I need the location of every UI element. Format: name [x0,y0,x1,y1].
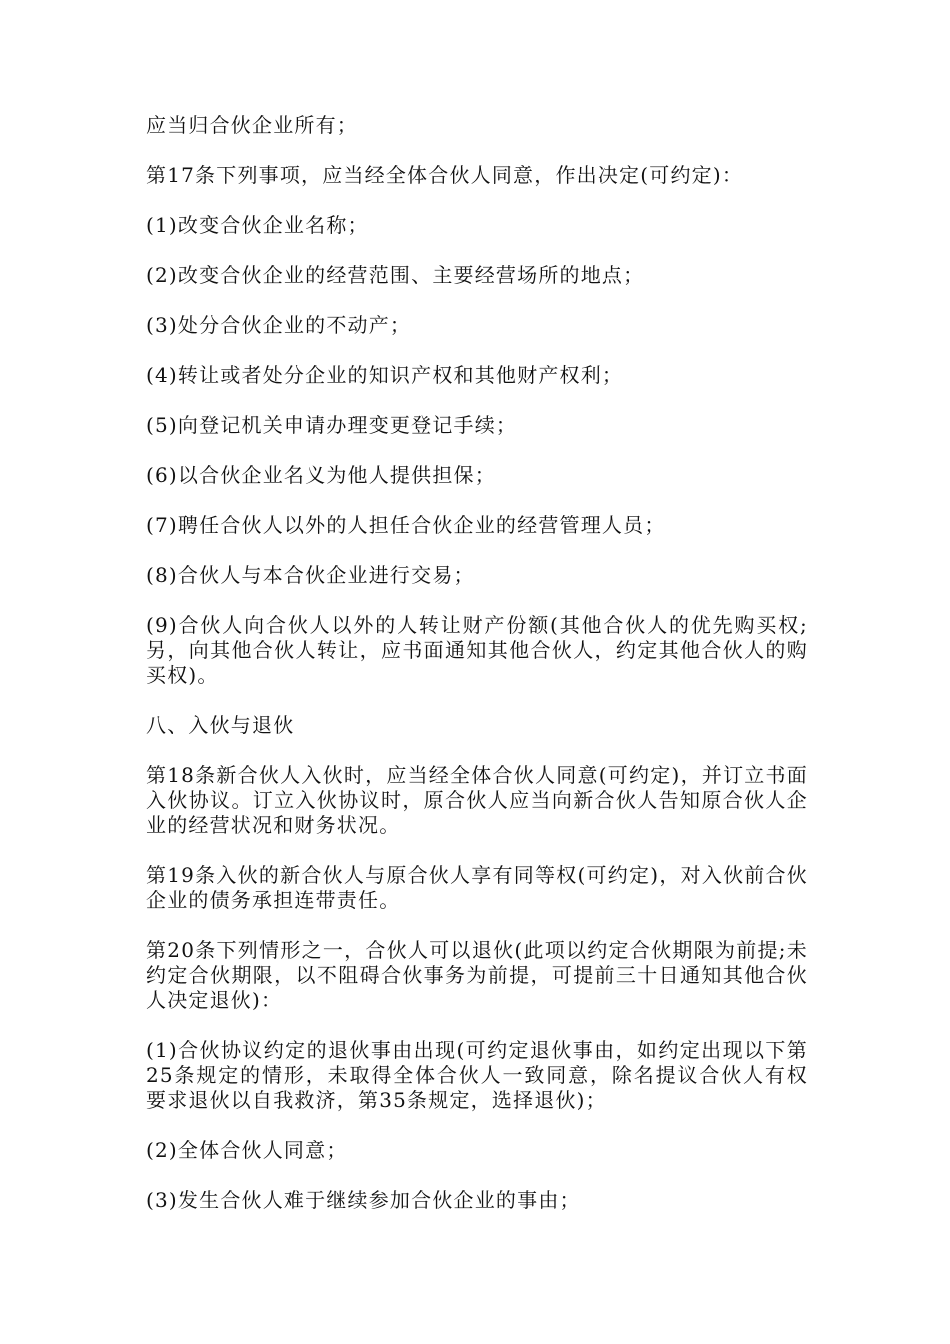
list-item-1: (1)改变合伙企业名称； [146,213,369,237]
paragraph-article-18: 第18条新合伙人入伙时，应当经全体合伙人同意(可约定)，并订立书面入伙协议。订立入伙协议时，原合伙人应当向新合伙人告知原合伙人企业的经营状况和财务状况。 [146,763,808,837]
section-heading: 八、入伙与退伙 [146,713,295,737]
withdrawal-item-1: (1)合伙协议约定的退伙事由出现(可约定退伙事由，如约定出现以下第25条规定的情形，未取得全体合伙人一致同意，除名提议合伙人有权要求退伙以自我救济，第35条规定，选择退伙)； [146,1038,808,1112]
paragraph-article-17: 第17条下列事项，应当经全体合伙人同意，作出决定(可约定)： [146,163,744,187]
withdrawal-item-3: (3)发生合伙人难于继续参加合伙企业的事由； [146,1188,581,1212]
withdrawal-item-2: (2)全体合伙人同意； [146,1138,348,1162]
paragraph-article-19: 第19条入伙的新合伙人与原合伙人享有同等权(可约定)，对入伙前合伙企业的债务承担连带责任。 [146,863,808,912]
list-item-6: (6)以合伙企业名义为他人提供担保； [146,463,496,487]
list-item-2: (2)改变合伙企业的经营范围、主要经营场所的地点； [146,263,645,287]
paragraph-1: 应当归合伙企业所有； [146,113,358,137]
list-item-7: (7)聘任合伙人以外的人担任合伙企业的经营管理人员； [146,513,666,537]
list-item-3: (3)处分合伙企业的不动产； [146,313,412,337]
list-item-4: (4)转让或者处分企业的知识产权和其他财产权利； [146,363,624,387]
document-body [146,113,808,1238]
list-item-5: (5)向登记机关申请办理变更登记手续； [146,413,518,437]
paragraph-article-20: 第20条下列情形之一，合伙人可以退伙(此项以约定合伙期限为前提;未约定合伙期限，以不阻碍合伙事务为前提，可提前三十日通知其他合伙人决定退伙)： [146,938,808,1012]
list-item-8: (8)合伙人与本合伙企业进行交易； [146,563,475,587]
list-item-9: (9)合伙人向合伙人以外的人转让财产份额(其他合伙人的优先购买权;另，向其他合伙人转让，应书面通知其他合伙人，约定其他合伙人的购买权)。 [146,613,808,687]
